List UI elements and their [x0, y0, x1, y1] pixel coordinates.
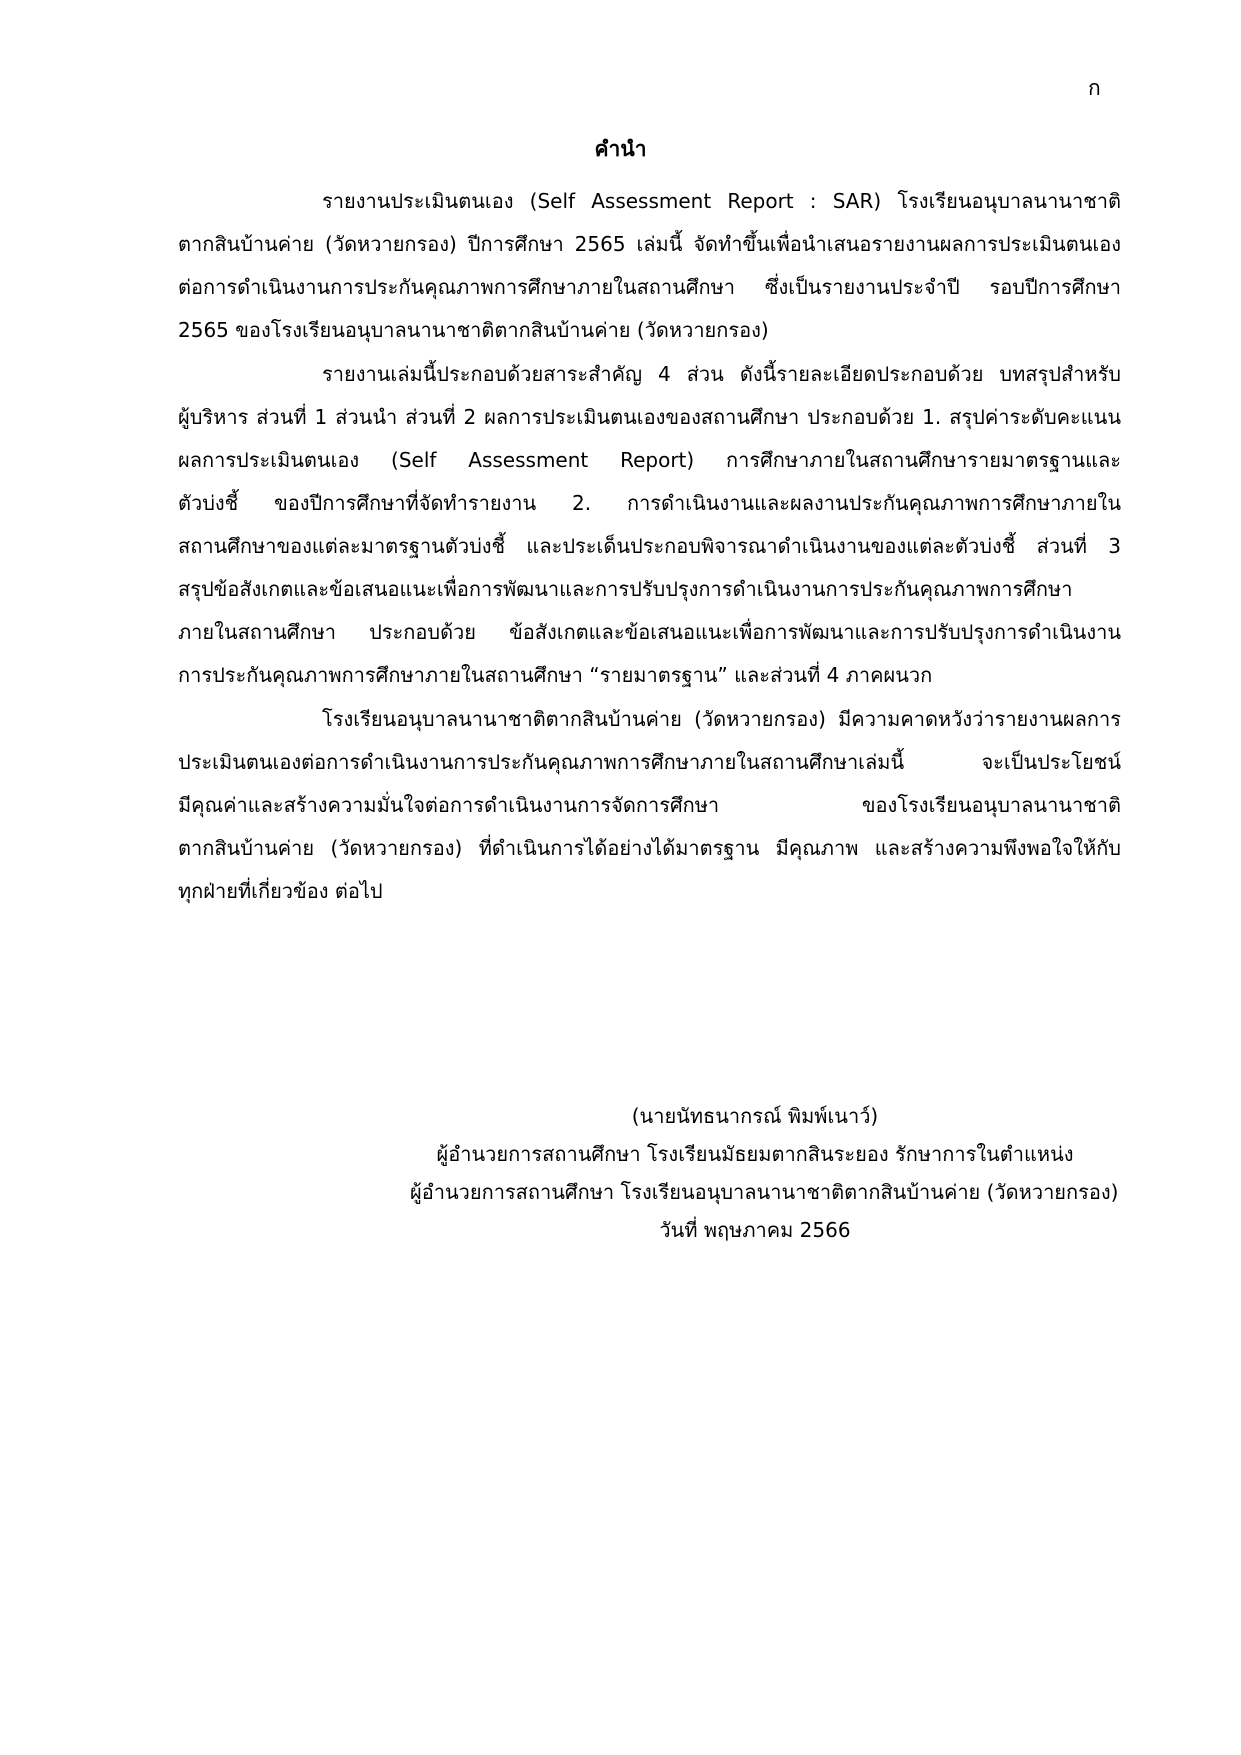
signatory-position: ผู้อำนวยการสถานศึกษา โรงเรียนอนุบาลนานาชาติตากสินบ้านค่าย (วัดหวายกรอง): [410, 1180, 1119, 1204]
page-title: คำนำ: [594, 137, 647, 161]
paragraph-line: รายงานเล่มนี้ประกอบด้วยสาระสำคัญ 4 ส่วน ดังนี้รายละเอียดประกอบด้วย บทสรุปสำหรับ: [322, 362, 1121, 386]
signatory-name: (นายนัทธนากรณ์ พิมพ์เนาว์): [631, 1104, 879, 1128]
paragraph-line: 2565 ของโรงเรียนอนุบาลนานาชาติตากสินบ้านค่าย (วัดหวายกรอง): [178, 318, 769, 342]
paragraph-line: ตากสินบ้านค่าย (วัดหวายกรอง) ที่ดำเนินการได้อย่างได้มาตรฐาน มีคุณภาพ และสร้างความพึงพอใจให้กับ: [178, 836, 1121, 860]
signature-date: วันที่ พฤษภาคม 2566: [659, 1218, 851, 1242]
paragraph-line: สรุปข้อสังเกตและข้อเสนอแนะเพื่อการพัฒนาและการปรับปรุงการดำเนินงานการประกันคุณภาพการศึกษา: [178, 577, 1073, 601]
paragraph-line: ตากสินบ้านค่าย (วัดหวายกรอง) ปีการศึกษา 2565 เล่มนี้ จัดทำขึ้นเพื่อนำเสนอรายงานผลการประเมินตนเอง: [178, 232, 1121, 256]
paragraph-line: ภายในสถานศึกษา ประกอบด้วย ข้อสังเกตและข้อเสนอแนะเพื่อการพัฒนาและการปรับปรุงการดำเนินงาน: [178, 620, 1121, 644]
paragraph-line: สถานศึกษาของแต่ละมาตรฐานตัวบ่งชี้ และประเด็นประกอบพิจารณาดำเนินงานของแต่ละตัวบ่งชี้ ส่วนที่ 3: [178, 534, 1121, 558]
paragraph-line: โรงเรียนอนุบาลนานาชาติตากสินบ้านค่าย (วัดหวายกรอง) มีความคาดหวังว่ารายงานผลการ: [322, 707, 1121, 731]
paragraph-line: การประกันคุณภาพการศึกษาภายในสถานศึกษา “รายมาตรฐาน” และส่วนที่ 4 ภาคผนวก: [178, 663, 933, 687]
paragraph-line: ทุกฝ่ายที่เกี่ยวข้อง ต่อไป: [178, 879, 383, 903]
paragraph-line: รายงานประเมินตนเอง (Self Assessment Report : SAR) โรงเรียนอนุบาลนานาชาติ: [322, 189, 1121, 213]
paragraph-line: ผู้บริหาร ส่วนที่ 1 ส่วนนำ ส่วนที่ 2 ผลการประเมินตนเองของสถานศึกษา ประกอบด้วย 1. สรุปค่าระดับคะแนน: [178, 405, 1121, 429]
paragraph-line: มีคุณค่าและสร้างความมั่นใจต่อการดำเนินงานการจัดการศึกษา ของโรงเรียนอนุบาลนานาชาติ: [178, 793, 1121, 817]
signatory-position: ผู้อำนวยการสถานศึกษา โรงเรียนมัธยมตากสินระยอง รักษาการในตำแหน่ง: [436, 1142, 1074, 1166]
paragraph-line: ประเมินตนเองต่อการดำเนินงานการประกันคุณภาพการศึกษาภายในสถานศึกษาเล่มนี้ จะเป็นประโยชน์: [178, 750, 1121, 774]
paragraph-line: ตัวบ่งชี้ ของปีการศึกษาที่จัดทำรายงาน 2. การดำเนินงานและผลงานประกันคุณภาพการศึกษาภายใน: [178, 491, 1121, 515]
paragraph-line: ผลการประเมินตนเอง (Self Assessment Report) การศึกษาภายในสถานศึกษารายมาตรฐานและ: [178, 448, 1121, 472]
paragraph-line: ต่อการดำเนินงานการประกันคุณภาพการศึกษาภายในสถานศึกษา ซึ่งเป็นรายงานประจำปี รอบปีการศึกษา: [178, 275, 1121, 299]
page-number: ก: [1088, 76, 1101, 100]
